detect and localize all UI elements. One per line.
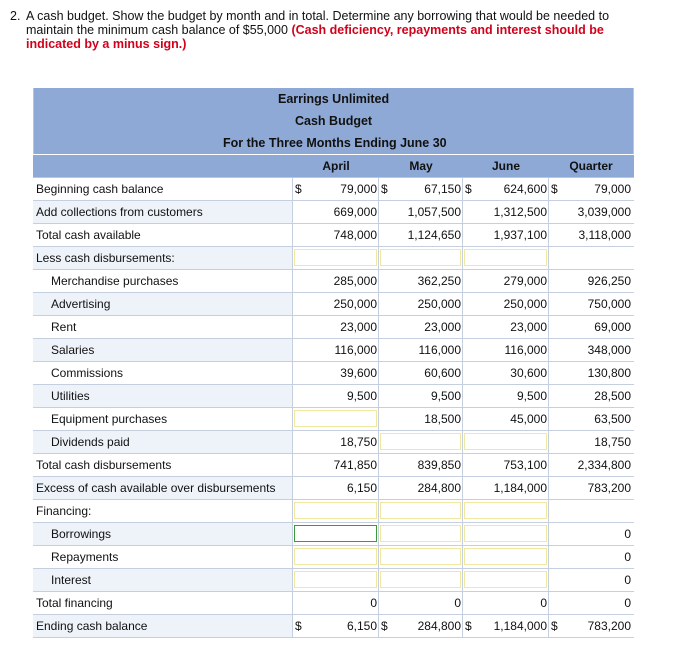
value-april[interactable] [293, 247, 379, 269]
table-row [33, 569, 634, 592]
value-may[interactable]: 250,000 [417, 297, 461, 311]
table-row [33, 477, 634, 500]
row-label: Utilities [51, 389, 90, 403]
company-name: Earrings Unlimited [278, 92, 390, 106]
value-april[interactable]: 116,000 [334, 343, 377, 357]
question-text [10, 9, 650, 51]
table-row [33, 339, 634, 362]
value-quarter[interactable]: 18,750 [594, 435, 631, 449]
value-quarter[interactable]: 0 [624, 550, 631, 564]
value-june[interactable] [463, 569, 549, 591]
budget-title: Cash Budget [295, 114, 373, 128]
value-april[interactable] [293, 500, 379, 522]
value-june[interactable] [463, 247, 549, 269]
dollar-sign: $ [295, 182, 302, 196]
value-may[interactable]: 67,150 [424, 182, 461, 196]
value-april[interactable] [293, 546, 379, 568]
value-april[interactable] [293, 523, 379, 545]
value-april[interactable]: 6,150 [346, 481, 377, 495]
value-april[interactable] [293, 569, 379, 591]
col-quarter: Quarter [569, 159, 613, 173]
cash-budget-header [33, 88, 634, 154]
value-june[interactable]: 279,000 [503, 274, 547, 288]
value-june[interactable] [463, 546, 549, 568]
row-label: Less cash disbursements: [36, 251, 175, 265]
table-row [33, 385, 634, 408]
question-emphasis: (Cash deficiency, repayments and interest should be indicated by a minus sign.) [26, 23, 604, 51]
value-quarter[interactable]: 783,200 [587, 619, 631, 633]
value-may[interactable]: 0 [454, 596, 461, 610]
dollar-sign: $ [551, 619, 558, 633]
table-row [33, 201, 634, 224]
value-quarter[interactable]: 750,000 [587, 297, 631, 311]
value-may[interactable]: 284,800 [417, 619, 461, 633]
row-label: Beginning cash balance [36, 182, 164, 196]
value-quarter[interactable]: 783,200 [587, 481, 631, 495]
table-row [33, 408, 634, 431]
row-label: Add collections from customers [36, 205, 203, 219]
table-row [33, 178, 634, 201]
budget-period: For the Three Months Ending June 30 [223, 136, 447, 150]
dollar-sign: $ [381, 619, 388, 633]
value-may[interactable]: 60,600 [424, 366, 461, 380]
value-may[interactable] [379, 569, 463, 591]
value-april[interactable]: 6,150 [346, 619, 377, 633]
row-label: Total cash available [36, 228, 141, 242]
col-may: May [409, 159, 433, 173]
value-quarter[interactable]: 0 [624, 527, 631, 541]
value-quarter[interactable]: 28,500 [594, 389, 631, 403]
title-row [33, 110, 634, 132]
value-june[interactable]: 753,100 [503, 458, 547, 472]
value-april [293, 408, 379, 430]
table-row [33, 316, 634, 339]
value-quarter[interactable]: 3,039,000 [577, 205, 631, 219]
value-june[interactable]: 1,184,000 [493, 619, 547, 633]
col-april: April [322, 159, 350, 173]
value-quarter[interactable]: 926,250 [587, 274, 631, 288]
table-row [33, 362, 634, 385]
value-june[interactable]: 250,000 [503, 297, 547, 311]
value-may[interactable]: 362,250 [417, 274, 461, 288]
table-row [33, 247, 634, 270]
cash-budget-table [33, 155, 634, 638]
table-row [33, 546, 634, 569]
row-label: Financing: [36, 504, 92, 518]
period-row [33, 132, 634, 154]
value-june[interactable]: 23,000 [510, 320, 547, 334]
value-may[interactable]: 23,000 [424, 320, 461, 334]
row-label: Total financing [36, 596, 113, 610]
question-body: A cash budget. Show the budget by month and in total. Determine any borrowing that would be needed to maintain the minimum cash balance of $55,000 [26, 9, 610, 37]
row-label: Salaries [51, 343, 95, 357]
row-label: Ending cash balance [36, 619, 148, 633]
value-june [463, 431, 549, 453]
value-april[interactable]: 669,000 [333, 205, 377, 219]
value-june[interactable] [463, 500, 549, 522]
value-april[interactable]: 250,000 [333, 297, 377, 311]
table-row [33, 270, 634, 293]
value-april[interactable]: 23,000 [340, 320, 377, 334]
dollar-sign: $ [465, 182, 472, 196]
value-april[interactable]: 18,750 [340, 435, 377, 449]
table-row [33, 224, 634, 247]
table-row [33, 592, 634, 615]
value-june[interactable] [463, 523, 549, 545]
value-may [379, 431, 463, 453]
row-label: Equipment purchases [51, 412, 168, 426]
company-name-row [33, 88, 634, 110]
value-quarter[interactable]: 2,334,800 [577, 458, 631, 472]
value-may[interactable]: 839,850 [417, 458, 461, 472]
column-header-row [33, 155, 634, 178]
table-row [33, 523, 634, 546]
row-label: Interest [51, 573, 92, 587]
value-may[interactable] [379, 247, 463, 269]
value-june[interactable]: 1,184,000 [493, 481, 547, 495]
value-quarter[interactable]: 348,000 [587, 343, 631, 357]
value-may[interactable]: 18,500 [424, 412, 461, 426]
value-april[interactable]: 79,000 [340, 182, 377, 196]
value-june[interactable]: 45,000 [510, 412, 547, 426]
value-quarter[interactable]: 69,000 [594, 320, 631, 334]
col-june: June [491, 159, 520, 173]
row-label: Dividends paid [51, 435, 130, 449]
value-june[interactable]: 624,600 [503, 182, 547, 196]
value-april[interactable]: 9,500 [346, 389, 377, 403]
table-row [33, 615, 634, 638]
table-row [33, 500, 634, 523]
value-quarter[interactable]: 0 [624, 573, 631, 587]
value-quarter[interactable]: 79,000 [594, 182, 631, 196]
value-quarter[interactable]: 130,800 [587, 366, 631, 380]
dollar-sign: $ [551, 182, 558, 196]
value-quarter[interactable] [549, 500, 633, 522]
value-may[interactable]: 1,057,500 [407, 205, 461, 219]
value-quarter[interactable]: 3,118,000 [578, 228, 631, 242]
value-april[interactable]: 39,600 [340, 366, 377, 380]
row-label: Borrowings [51, 527, 112, 541]
dollar-sign: $ [381, 182, 388, 196]
value-april[interactable]: 285,000 [333, 274, 377, 288]
value-june[interactable]: 1,312,500 [493, 205, 547, 219]
value-may[interactable] [379, 523, 463, 545]
dollar-sign: $ [465, 619, 472, 633]
dollar-sign: $ [295, 619, 302, 633]
row-label: Advertising [51, 297, 111, 311]
value-june[interactable]: 116,000 [504, 343, 547, 357]
value-may[interactable]: 116,000 [418, 343, 461, 357]
value-may[interactable]: 1,124,650 [407, 228, 461, 242]
value-may[interactable] [379, 546, 463, 568]
row-label: Merchandise purchases [51, 274, 179, 288]
value-may[interactable] [379, 500, 463, 522]
value-quarter[interactable]: 0 [624, 596, 631, 610]
value-june[interactable]: 1,937,100 [493, 228, 547, 242]
value-may[interactable]: 9,500 [430, 389, 461, 403]
value-quarter[interactable] [549, 247, 633, 269]
row-label: Commissions [51, 366, 124, 380]
question-number: 2. [10, 9, 21, 23]
table-row [33, 431, 634, 454]
value-april[interactable]: 741,850 [333, 458, 377, 472]
table-row [33, 454, 634, 477]
value-may[interactable]: 284,800 [417, 481, 461, 495]
row-label: Rent [51, 320, 77, 334]
row-label: Excess of cash available over disbursements [36, 481, 276, 495]
value-june[interactable]: 9,500 [516, 389, 547, 403]
value-june[interactable]: 0 [540, 596, 547, 610]
row-label: Repayments [51, 550, 119, 564]
value-april[interactable]: 748,000 [333, 228, 377, 242]
row-label: Total cash disbursements [36, 458, 172, 472]
value-april[interactable]: 0 [370, 596, 377, 610]
value-june[interactable]: 30,600 [510, 366, 547, 380]
table-row [33, 293, 634, 316]
value-quarter[interactable]: 63,500 [594, 412, 631, 426]
